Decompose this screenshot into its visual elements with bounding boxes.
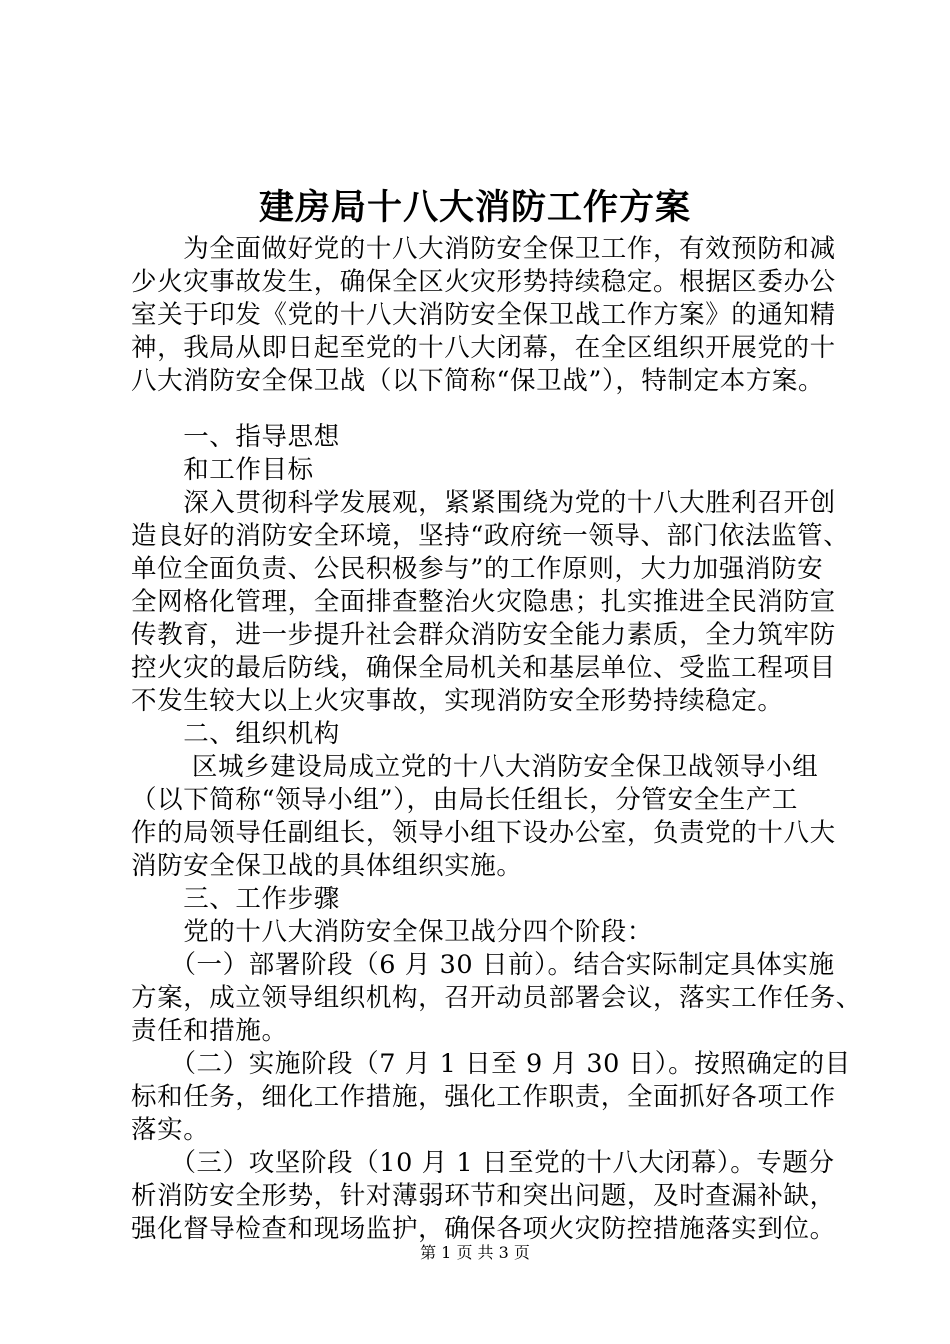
body-line: 责任和措施。	[131, 1016, 288, 1046]
body-line: 为全面做好党的十八大消防安全保卫工作，有效预防和减	[131, 234, 836, 264]
body-line: （以下简称“领导小组”），由局长任组长，分管安全生产工	[131, 785, 799, 815]
body-line: 深入贯彻科学发展观，紧紧围绕为党的十八大胜利召开创	[131, 488, 836, 518]
document-title: 建房局十八大消防工作方案	[258, 187, 691, 228]
body-line: 标和任务，细化工作措施，强化工作职责，全面抓好各项工作	[131, 1082, 836, 1112]
document-body	[131, 233, 862, 1246]
paragraph-gap	[131, 398, 851, 421]
body-line: 室关于印发《党的十八大消防安全保卫战工作方案》的通知精	[131, 300, 836, 330]
section-heading-continued: 和工作目标	[131, 455, 314, 485]
body-line: 传教育，进一步提升社会群众消防安全能力素质，全力筑牢防	[131, 620, 836, 650]
body-line: 作的局领导任副组长，领导小组下设办公室，负责党的十八大	[131, 818, 836, 848]
body-line: 方案，成立领导组织机构，召开动员部署会议，落实工作任务、	[131, 983, 862, 1013]
body-line: 控火灾的最后防线，确保全局机关和基层单位、受监工程项目	[131, 653, 836, 683]
body-line: 神，我局从即日起至党的十八大闭幕，在全区组织开展党的十	[131, 333, 836, 363]
body-line: 造良好的消防安全环境，坚持“政府统一领导、部门依法监管、	[131, 521, 850, 551]
body-line: 全网格化管理，全面排查整治火灾隐患；扎实推进全民消防宣	[131, 587, 836, 617]
body-line: （三）攻坚阶段（10 月 1 日至党的十八大闭幕）。专题分	[131, 1148, 835, 1178]
body-line: （一）部署阶段（6 月 30 日前）。结合实际制定具体实施	[131, 950, 835, 980]
page-footer: 第 1 页 共 3 页	[420, 1243, 530, 1262]
body-line: 党的十八大消防安全保卫战分四个阶段：	[131, 917, 654, 947]
body-line: 区城乡建设局成立党的十八大消防安全保卫战领导小组	[131, 752, 819, 782]
section-heading: 二、组织机构	[131, 719, 340, 749]
body-line: 强化督导检查和现场监护，确保各项火灾防控措施落实到位。	[131, 1214, 836, 1244]
section-heading: 一、指导思想	[131, 422, 340, 452]
body-line: 不发生较大以上火灾事故，实现消防安全形势持续稳定。	[131, 686, 784, 716]
body-line: 八大消防安全保卫战（以下简称“保卫战”），特制定本方案。	[131, 366, 825, 396]
body-line: （二）实施阶段（7 月 1 日至 9 月 30 日）。按照确定的目	[131, 1049, 851, 1079]
body-line: 单位全面负责、公民积极参与”的工作原则，大力加强消防安	[131, 554, 824, 584]
body-line: 少火灾事故发生，确保全区火灾形势持续稳定。根据区委办公	[131, 267, 836, 297]
body-line: 消防安全保卫战的具体组织实施。	[131, 851, 523, 881]
body-line: 落实。	[131, 1115, 210, 1145]
body-line: 析消防安全形势，针对薄弱环节和突出问题，及时查漏补缺，	[131, 1181, 836, 1211]
section-heading: 三、工作步骤	[131, 884, 340, 914]
